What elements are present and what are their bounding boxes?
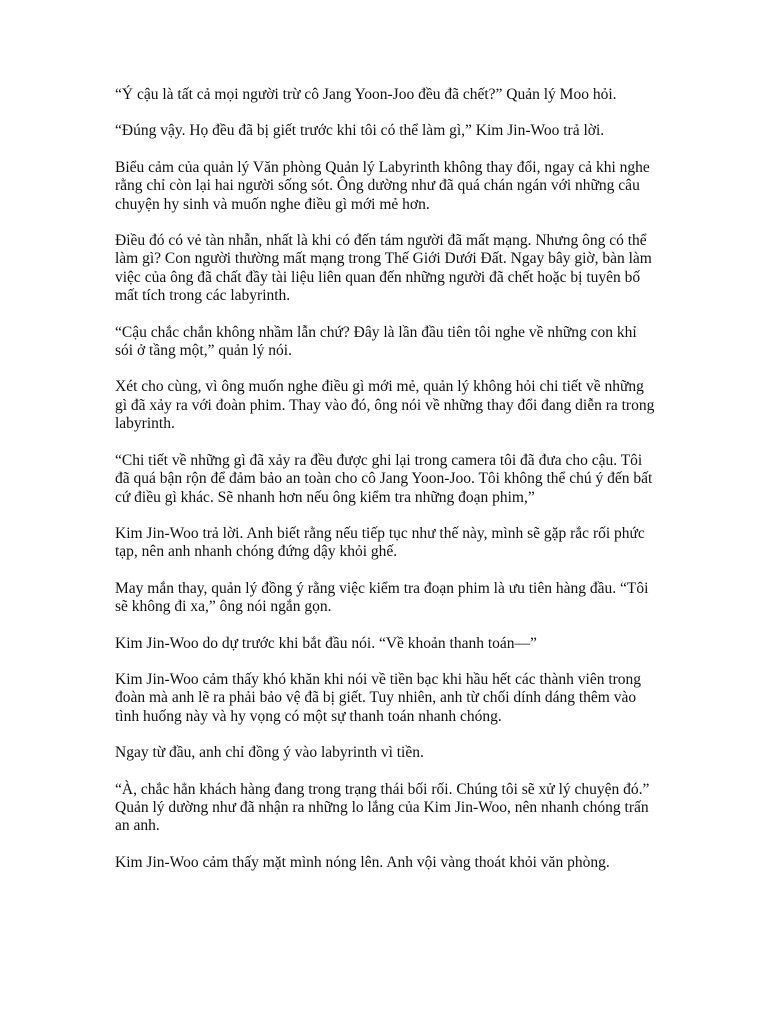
paragraph: May mắn thay, quản lý đồng ý rằng việc kiểm tra đoạn phim là ưu tiên hàng đầu. “Tôi sẽ không đi xa,” ông nói ngắn gọn. [115,579,649,616]
paragraph: Kim Jin-Woo trả lời. Anh biết rằng nếu tiếp tục như thế này, mình sẽ gặp rắc rối phức tạp, nên anh nhanh chóng đứng dậy khỏi ghế. [115,524,645,561]
document-page [115,86,655,890]
paragraph: “Đúng vậy. Họ đều đã bị giết trước khi tôi có thể làm gì,” Kim Jin-Woo trả lời. [115,122,605,140]
paragraph: “Ý cậu là tất cả mọi người trừ cô Jang Yoon-Joo đều đã chết?” Quản lý Moo hỏi. [115,86,617,103]
paragraph: Điều đó có vẻ tàn nhẫn, nhất là khi có đến tám người đã mất mạng. Nhưng ông có thể làm gì? Con người thường mất mạng trong Thế Giới Dưới Đất. Ngay bây giờ, bàn làm việc của ông đã chất đầy tài liệu liên quan đến những người đã chết hoặc bị tuyên bố mất tích trong các labyrinth. [115,232,652,305]
paragraph: Biểu cảm của quản lý Văn phòng Quản lý Labyrinth không thay đổi, ngay cả khi nghe rằng chỉ còn lại hai người sống sót. Ông dường như đã quá chán ngán với những câu chuyện hy sinh và muốn nghe điều gì mới mẻ hơn. [115,158,650,213]
paragraph: Ngay từ đầu, anh chỉ đồng ý vào labyrinth vì tiền. [115,744,424,762]
paragraph: Kim Jin-Woo cảm thấy khó khăn khi nói về tiền bạc khi hầu hết các thành viên trong đoàn mà anh lẽ ra phải bảo vệ đã bị giết. Tuy nhiên, anh từ chối dính dáng thêm vào tình huống này và hy vọng có một sự thanh toán nhanh chóng. [115,670,642,725]
paragraph: “À, chắc hẳn khách hàng đang trong trạng thái bối rối. Chúng tôi sẽ xử lý chuyện đó.” Quản lý dường như đã nhận ra những lo lắng của Kim Jin-Woo, nên nhanh chóng trấn an anh. [115,780,650,835]
paragraph: “Cậu chắc chắn không nhầm lẫn chứ? Đây là lần đầu tiên tôi nghe về những con khỉ sói ở tầng một,” quản lý nói. [115,323,637,360]
paragraph: Kim Jin-Woo do dự trước khi bắt đầu nói. “Về khoản thanh toán—” [115,634,537,652]
paragraph: Xét cho cùng, vì ông muốn nghe điều gì mới mẻ, quản lý không hỏi chi tiết về những gì đã xảy ra với đoàn phim. Thay vào đó, ông nói về những thay đổi đang diễn ra trong labyrinth. [115,378,655,433]
paragraph: Kim Jin-Woo cảm thấy mặt mình nóng lên. Anh vội vàng thoát khỏi văn phòng. [115,853,610,871]
paragraph: “Chi tiết về những gì đã xảy ra đều được ghi lại trong camera tôi đã đưa cho cậu. Tôi đã quá bận rộn để đảm bảo an toàn cho cô Jang Yoon-Joo. Tôi không thể chú ý đến bất cứ điều gì khác. Sẽ nhanh hơn nếu ông kiểm tra những đoạn phim,” [115,451,653,506]
